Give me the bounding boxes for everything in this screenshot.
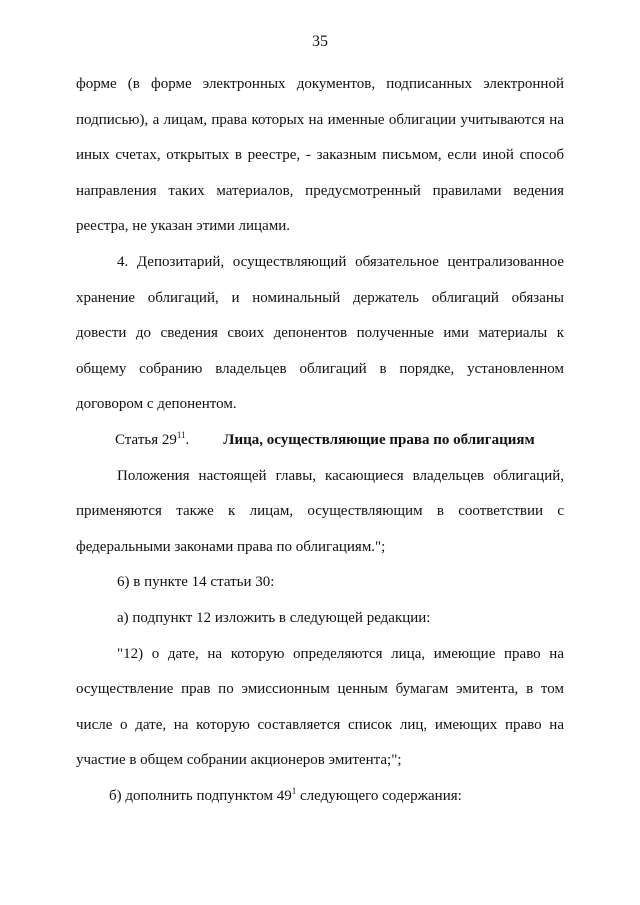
paragraph-item-6: 6) в пункте 14 статьи 30: (117, 574, 275, 591)
document-body (76, 67, 564, 814)
article-label-dot: . (185, 431, 190, 448)
paragraph-subitem-12-text: "12) о дате, на которую определяются лица, имеющие право на осуществление прав по эмиссионным ценным бумагам эмитента, в том числе о дате, на которую составляется список лиц, имеющих право на участие в общем собрании акционеров эмитента;"; (76, 645, 564, 769)
paragraph-subitem-a: а) подпункт 12 изложить в следующей редакции: (117, 609, 431, 626)
article-heading (76, 423, 564, 459)
article-number-superscript: 11 (176, 429, 186, 440)
page-number: 35 (312, 33, 328, 50)
article-label: Статья 29 (115, 431, 177, 448)
subitem-b-text: б) дополнить подпунктом 49 (109, 787, 292, 804)
article-title: Лица, осуществляющие права по облигациям (223, 431, 535, 448)
paragraph-depositary-obligation: 4. Депозитарий, осуществляющий обязательное централизованное хранение облигаций, и номинальный держатель облигаций обязаны довести до сведения своих депонентов полученные ими материалы к общему собранию владельцев облигаций в порядке, установленном договором с депонентом. (76, 253, 564, 413)
paragraph-delivery-methods: форме (в форме электронных документов, подписанных электронной подписью), а лицам, права которых на именные облигации учитываются на иных счетах, открытых в реестре, - заказным письмом, если иной способ направления таких материалов, предусмотренный правилами ведения реестра, не указан этими лицами. (76, 76, 564, 235)
subitem-b-superscript: 1 (291, 785, 297, 796)
paragraph-subitem-b (76, 779, 564, 815)
subitem-b-text-end: следующего содержания: (296, 787, 462, 804)
paragraph-chapter-provisions: Положения настоящей главы, касающиеся владельцев облигаций, применяются также к лицам, осуществляющим в соответствии с федеральными законами права по облигациям."; (76, 467, 564, 555)
